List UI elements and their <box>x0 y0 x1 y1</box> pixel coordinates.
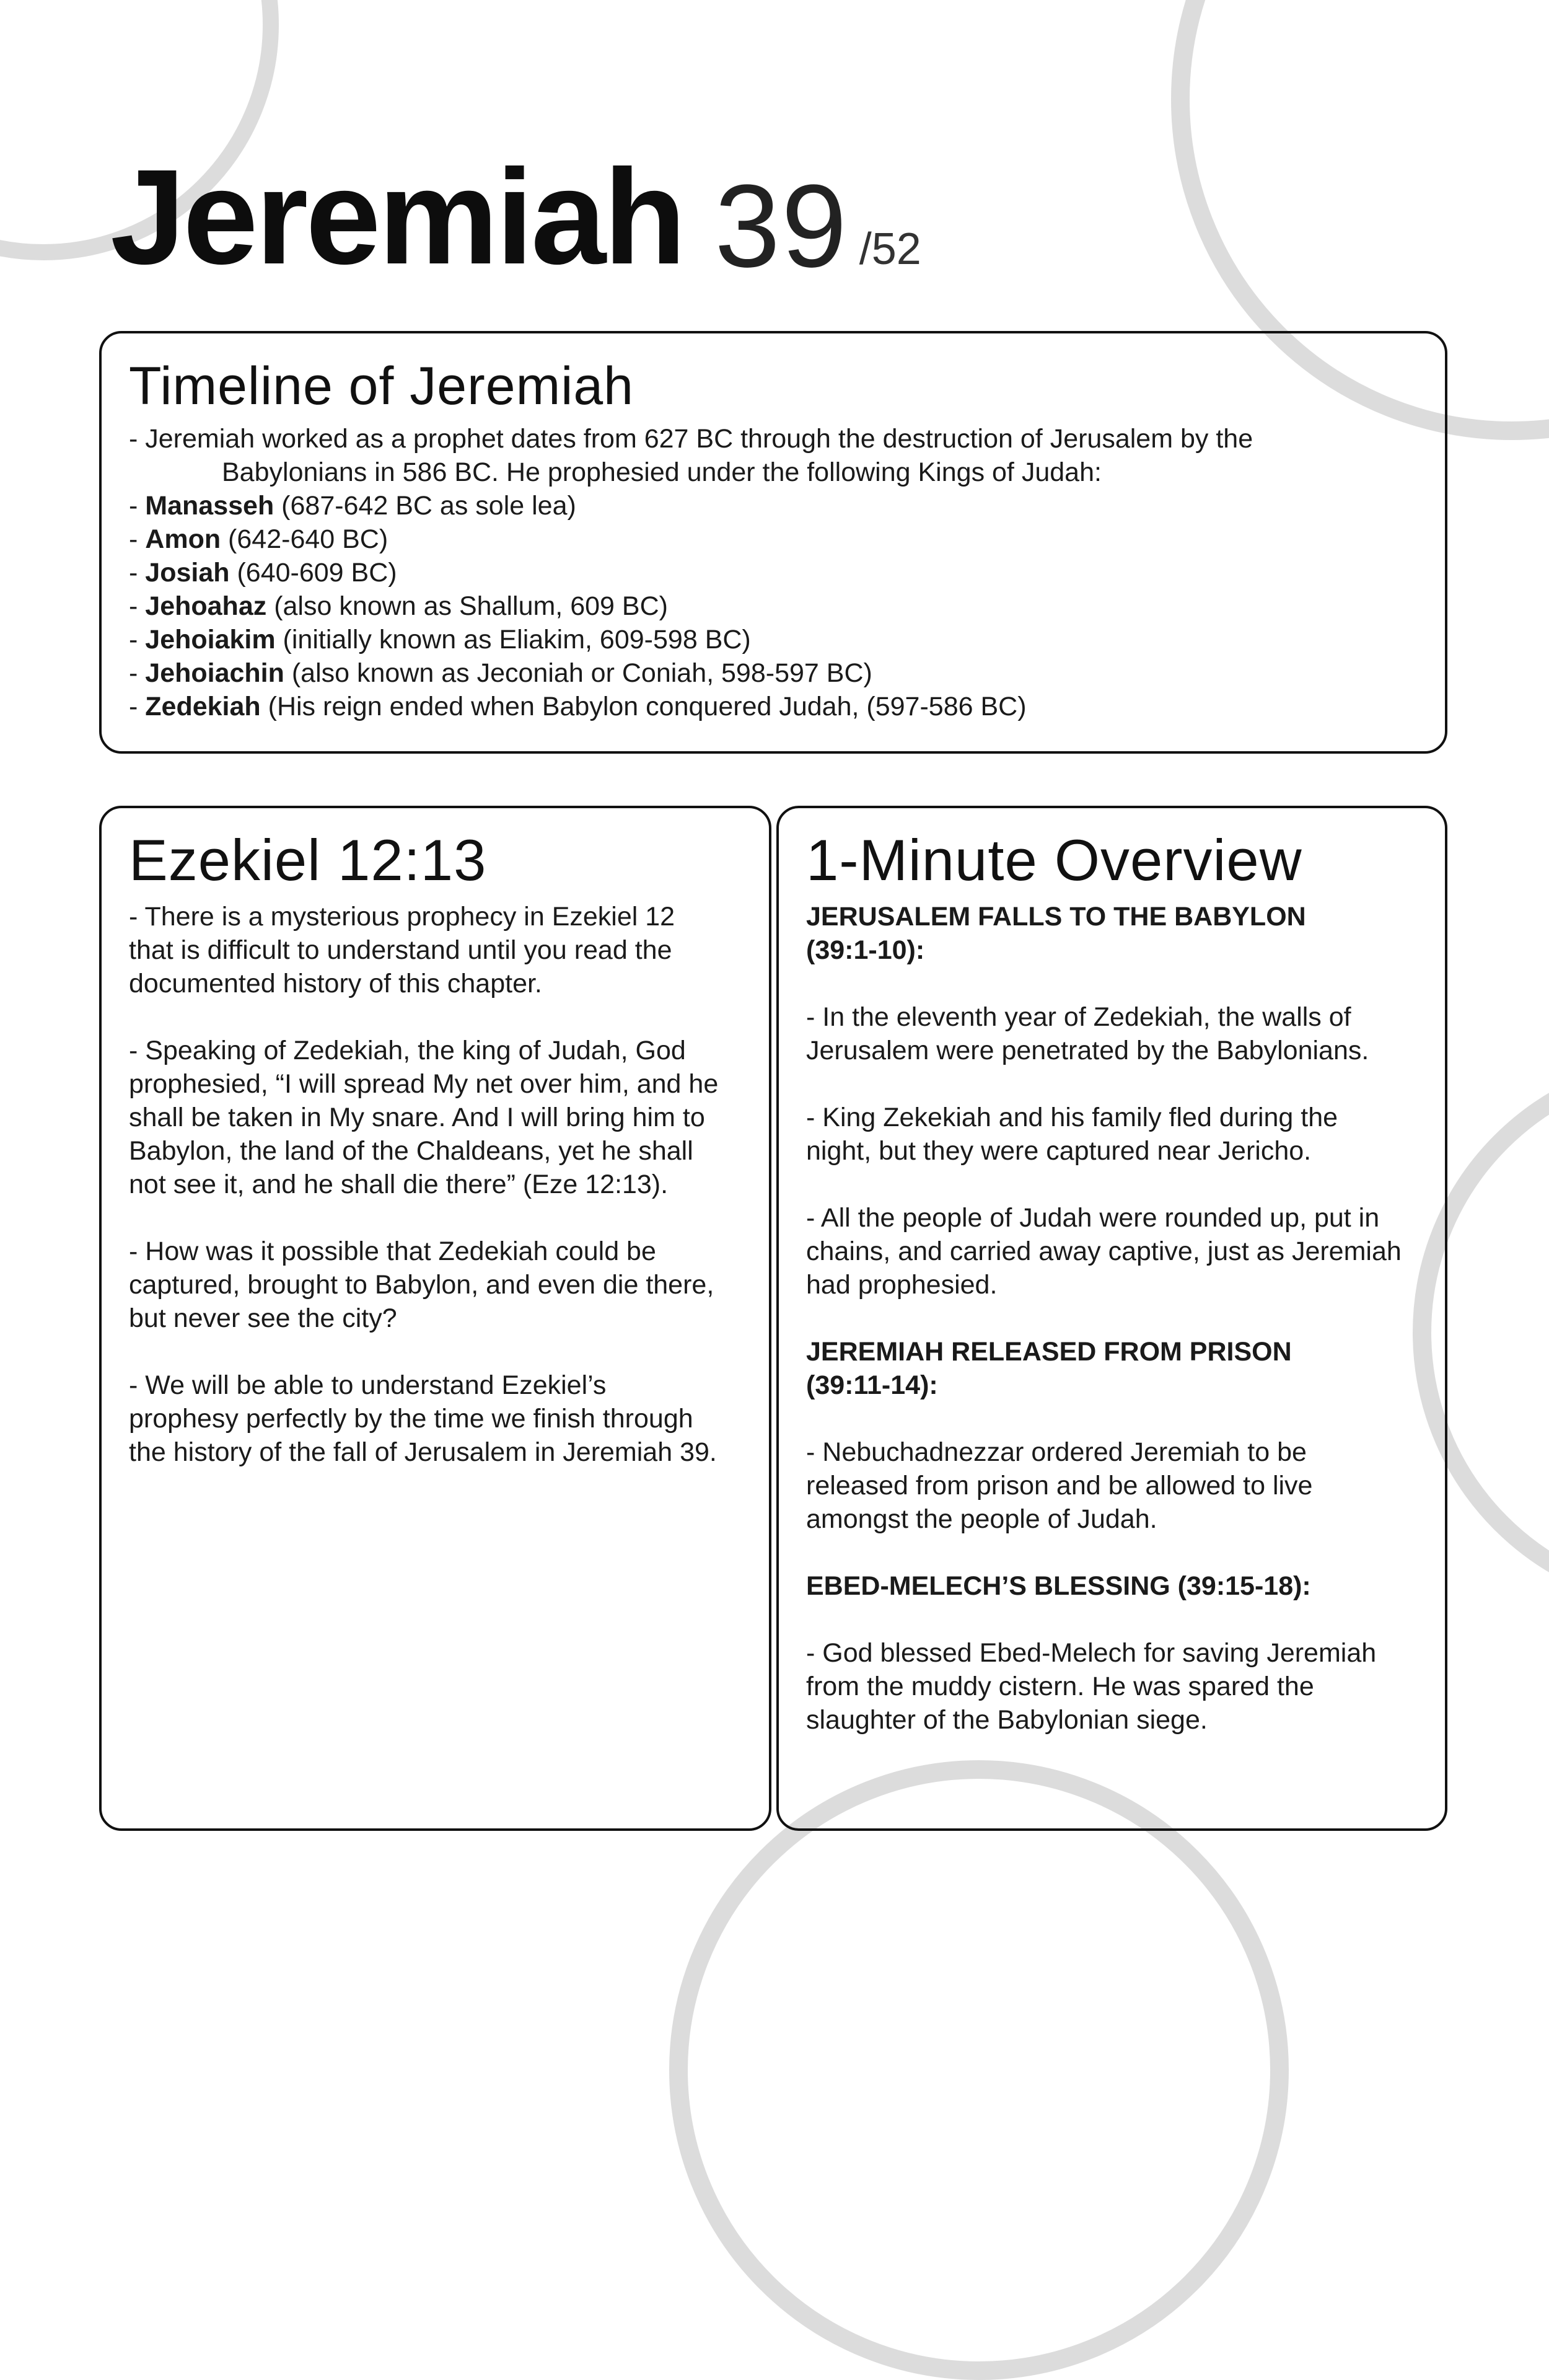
timeline-intro-line: Babylonians in 586 BC. He prophesied under the following Kings of Judah: <box>222 457 1102 487</box>
ezekiel-heading: Ezekiel 12:13 <box>129 827 487 892</box>
section-heading: (39:11-14): <box>806 1370 938 1401</box>
king-item: - Jehoiakim (initially known as Eliakim, 609-598 BC) <box>129 624 751 654</box>
text-line: shall be taken in My snare. And I will bring him to <box>129 1103 705 1133</box>
king-name: Zedekiah <box>145 691 261 721</box>
text-line: that is difficult to understand until you read the <box>129 935 672 966</box>
king-name: Jehoahaz <box>145 591 267 621</box>
text-line: Jerusalem were penetrated by the Babylonians. <box>806 1036 1369 1066</box>
text-line: - In the eleventh year of Zedekiah, the walls of <box>806 1002 1351 1033</box>
king-detail: (also known as Shallum, 609 BC) <box>266 591 668 621</box>
overview-heading: 1-Minute Overview <box>806 827 1302 892</box>
book-name: Jeremiah <box>110 142 684 293</box>
overview-panel <box>776 806 1447 1831</box>
king-item: - Zedekiah (His reign ended when Babylon conquered Judah, (597-586 BC) <box>129 691 1027 721</box>
text-line: - King Zekekiah and his family fled during the <box>806 1103 1338 1133</box>
text-line: - God blessed Ebed-Melech for saving Jeremiah <box>806 1638 1377 1668</box>
text-line: but never see the city? <box>129 1303 397 1334</box>
king-name: Jehoiakim <box>145 624 276 654</box>
timeline-panel <box>99 331 1447 754</box>
text-line: documented history of this chapter. <box>129 969 542 999</box>
king-name: Josiah <box>145 557 230 588</box>
king-detail: (642-640 BC) <box>221 524 388 554</box>
timeline-intro-line: - Jeremiah worked as a prophet dates from 627 BC through the destruction of Jerusalem by the <box>129 423 1253 454</box>
text-line: - All the people of Judah were rounded up, put in <box>806 1203 1380 1233</box>
section-heading: (39:1-10): <box>806 935 925 966</box>
text-line: night, but they were captured near Jericho. <box>806 1136 1312 1166</box>
king-name: Manasseh <box>145 490 274 521</box>
overview-body <box>806 900 1418 1737</box>
ezekiel-panel <box>99 806 771 1831</box>
text-line: captured, brought to Babylon, and even die there, <box>129 1270 714 1300</box>
section-heading: JEREMIAH RELEASED FROM PRISON <box>806 1337 1292 1367</box>
king-detail: (687-642 BC as sole lea) <box>274 490 576 521</box>
text-line: the history of the fall of Jerusalem in Jeremiah 39. <box>129 1437 717 1468</box>
chapter-number: 39 <box>714 161 848 292</box>
text-line: chains, and carried away captive, just as Jeremiah <box>806 1236 1402 1267</box>
ezekiel-body <box>129 900 742 1469</box>
king-detail: (His reign ended when Babylon conquered Judah, (597-586 BC) <box>260 691 1027 721</box>
text-line: slaughter of the Babylonian siege. <box>806 1705 1208 1735</box>
section-heading: EBED-MELECH’S BLESSING (39:15-18): <box>806 1571 1311 1602</box>
king-detail: (640-609 BC) <box>229 557 397 588</box>
text-line: had prophesied. <box>806 1270 998 1300</box>
text-line: - Speaking of Zedekiah, the king of Judah, God <box>129 1036 686 1066</box>
text-line: - There is a mysterious prophecy in Ezekiel 12 <box>129 902 675 932</box>
text-line: - We will be able to understand Ezekiel’s <box>129 1370 607 1401</box>
page-title <box>110 124 921 293</box>
text-line: amongst the people of Judah. <box>806 1504 1157 1535</box>
king-item: - Manasseh (687-642 BC as sole lea) <box>129 490 576 521</box>
decorative-ring <box>669 1760 1289 2380</box>
text-line: prophesied, “I will spread My net over him, and he <box>129 1069 719 1100</box>
text-line: from the muddy cistern. He was spared the <box>806 1672 1314 1702</box>
text-line: - Nebuchadnezzar ordered Jeremiah to be <box>806 1437 1307 1468</box>
king-name: Amon <box>145 524 221 554</box>
king-item: - Amon (642-640 BC) <box>129 524 388 554</box>
text-line: not see it, and he shall die there” (Eze 12:13). <box>129 1170 669 1200</box>
king-item: - Josiah (640-609 BC) <box>129 557 397 588</box>
king-detail: (also known as Jeconiah or Coniah, 598-597 BC) <box>284 658 872 688</box>
timeline-body <box>129 422 1418 723</box>
king-detail: (initially known as Eliakim, 609-598 BC) <box>275 624 751 654</box>
chapter-total: /52 <box>859 224 921 274</box>
text-line: prophesy perfectly by the time we finish through <box>129 1404 693 1434</box>
text-line: - How was it possible that Zedekiah could be <box>129 1236 656 1267</box>
text-line: released from prison and be allowed to live <box>806 1471 1313 1501</box>
king-item: - Jehoiachin (also known as Jeconiah or Coniah, 598-597 BC) <box>129 658 872 688</box>
king-name: Jehoiachin <box>145 658 284 688</box>
king-item: - Jehoahaz (also known as Shallum, 609 BC) <box>129 591 668 621</box>
section-heading: JERUSALEM FALLS TO THE BABYLON <box>806 902 1306 932</box>
timeline-heading: Timeline of Jeremiah <box>129 356 634 416</box>
text-line: Babylon, the land of the Chaldeans, yet he shall <box>129 1136 693 1166</box>
